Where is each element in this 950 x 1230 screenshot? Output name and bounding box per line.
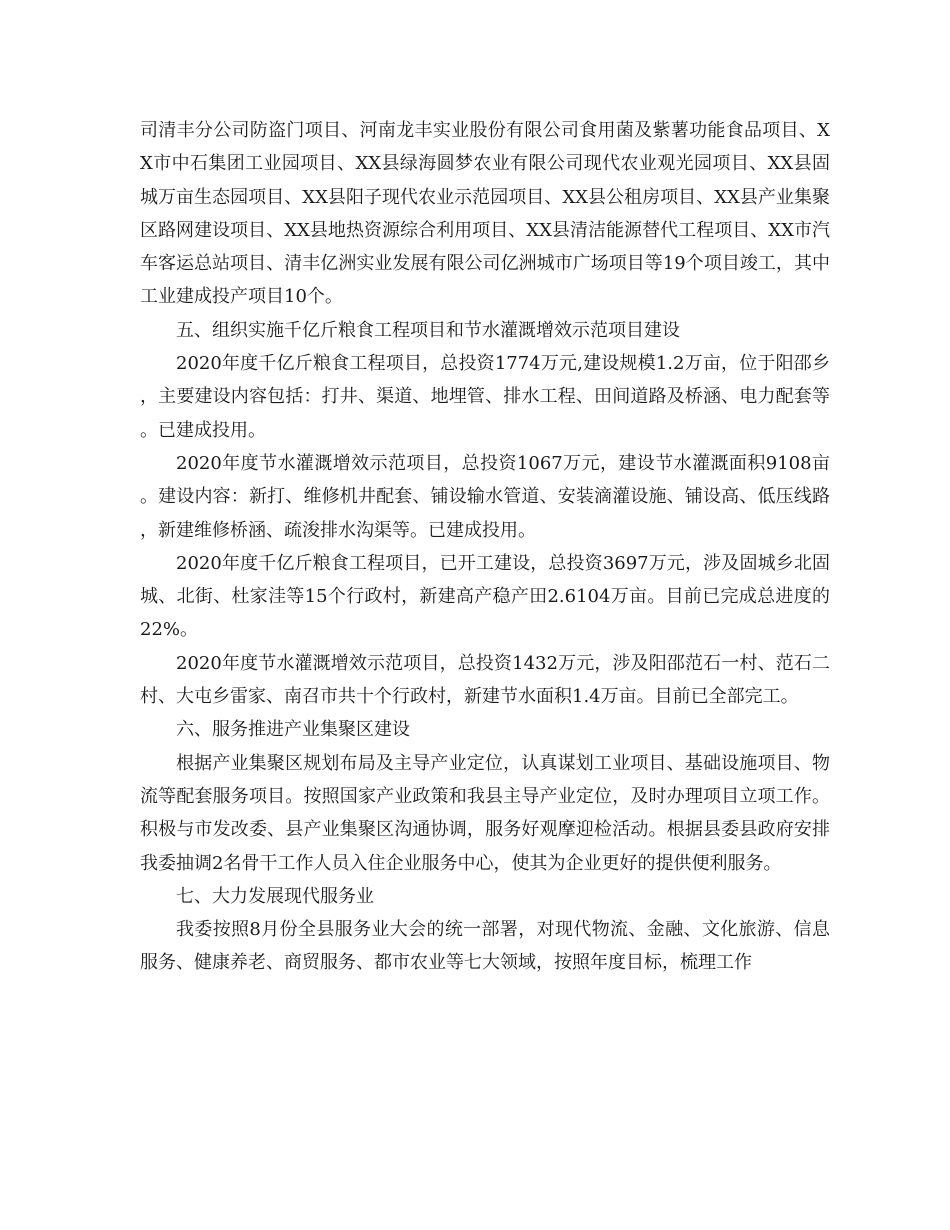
section-heading-7: 七、大力发展现代服务业 [176, 885, 374, 907]
paragraph: 根据产业集聚区规划布局及主导产业定位，认真谋划工业项目、基础设施项目、物流等配套服务项目。按照国家产业政策和我县主导产业定位，及时办理项目立项工作。积极与市发改委、县产业集聚区沟通协调，服务好观摩迎检活动。根据县委县政府安排我委抽调2名骨干工作人员入住企业服务中心，使其为企业更好的提供便利服务。 [140, 752, 830, 874]
paragraph: 我委按照8月份全县服务业大会的统一部署，对现代物流、金融、文化旅游、信息服务、健康养老、商贸服务、都市农业等七大领域，按照年度目标，梳理工作 [140, 919, 830, 974]
document-body [140, 114, 830, 980]
paragraph-continuation: 司清丰分公司防盗门项目、河南龙丰实业股份有限公司食用菌及紫薯功能食品项目、XX市中石集团工业园项目、XX县绿海圆梦农业有限公司现代农业观光园项目、XX县固城万亩生态园项目、XX县阳子现代农业示范园项目、XX县公租房项目、XX县产业集聚区路网建设项目、XX县地热资源综合利用项目、XX县清洁能源替代工程项目、XX市汽车客运总站项目、清丰亿洲实业发展有限公司亿洲城市广场项目等19个项目竣工，其中工业建成投产项目10个。 [140, 120, 830, 308]
paragraph: 2020年度节水灌溉增效示范项目，总投资1067万元，建设节水灌溉面积9108亩。建设内容：新打、维修机井配套、铺设输水管道、安装滴灌设施、铺设高、低压线路，新建维修桥涵、疏浚排水沟渠等。已建成投用。 [140, 452, 830, 541]
paragraph: 2020年度千亿斤粮食工程项目，已开工建设，总投资3697万元，涉及固城乡北固城、北街、杜家洼等15个行政村，新建高产稳产田2.6104万亩。目前已完成总进度的22%。 [140, 552, 830, 641]
section-heading-6: 六、服务推进产业集聚区建设 [176, 719, 410, 741]
section-heading-5: 五、组织实施千亿斤粮食工程项目和节水灌溉增效示范项目建设 [176, 319, 680, 341]
paragraph: 2020年度节水灌溉增效示范项目，总投资1432万元，涉及阳邵范石一村、范石二村、大屯乡雷家、南召市共十个行政村，新建节水面积1.4万亩。目前已全部完工。 [140, 652, 830, 708]
paragraph: 2020年度千亿斤粮食工程项目，总投资1774万元,建设规模1.2万亩，位于阳邵乡，主要建设内容包括：打井、渠道、地埋管、排水工程、田间道路及桥涵、电力配套等。已建成投用。 [140, 353, 830, 441]
